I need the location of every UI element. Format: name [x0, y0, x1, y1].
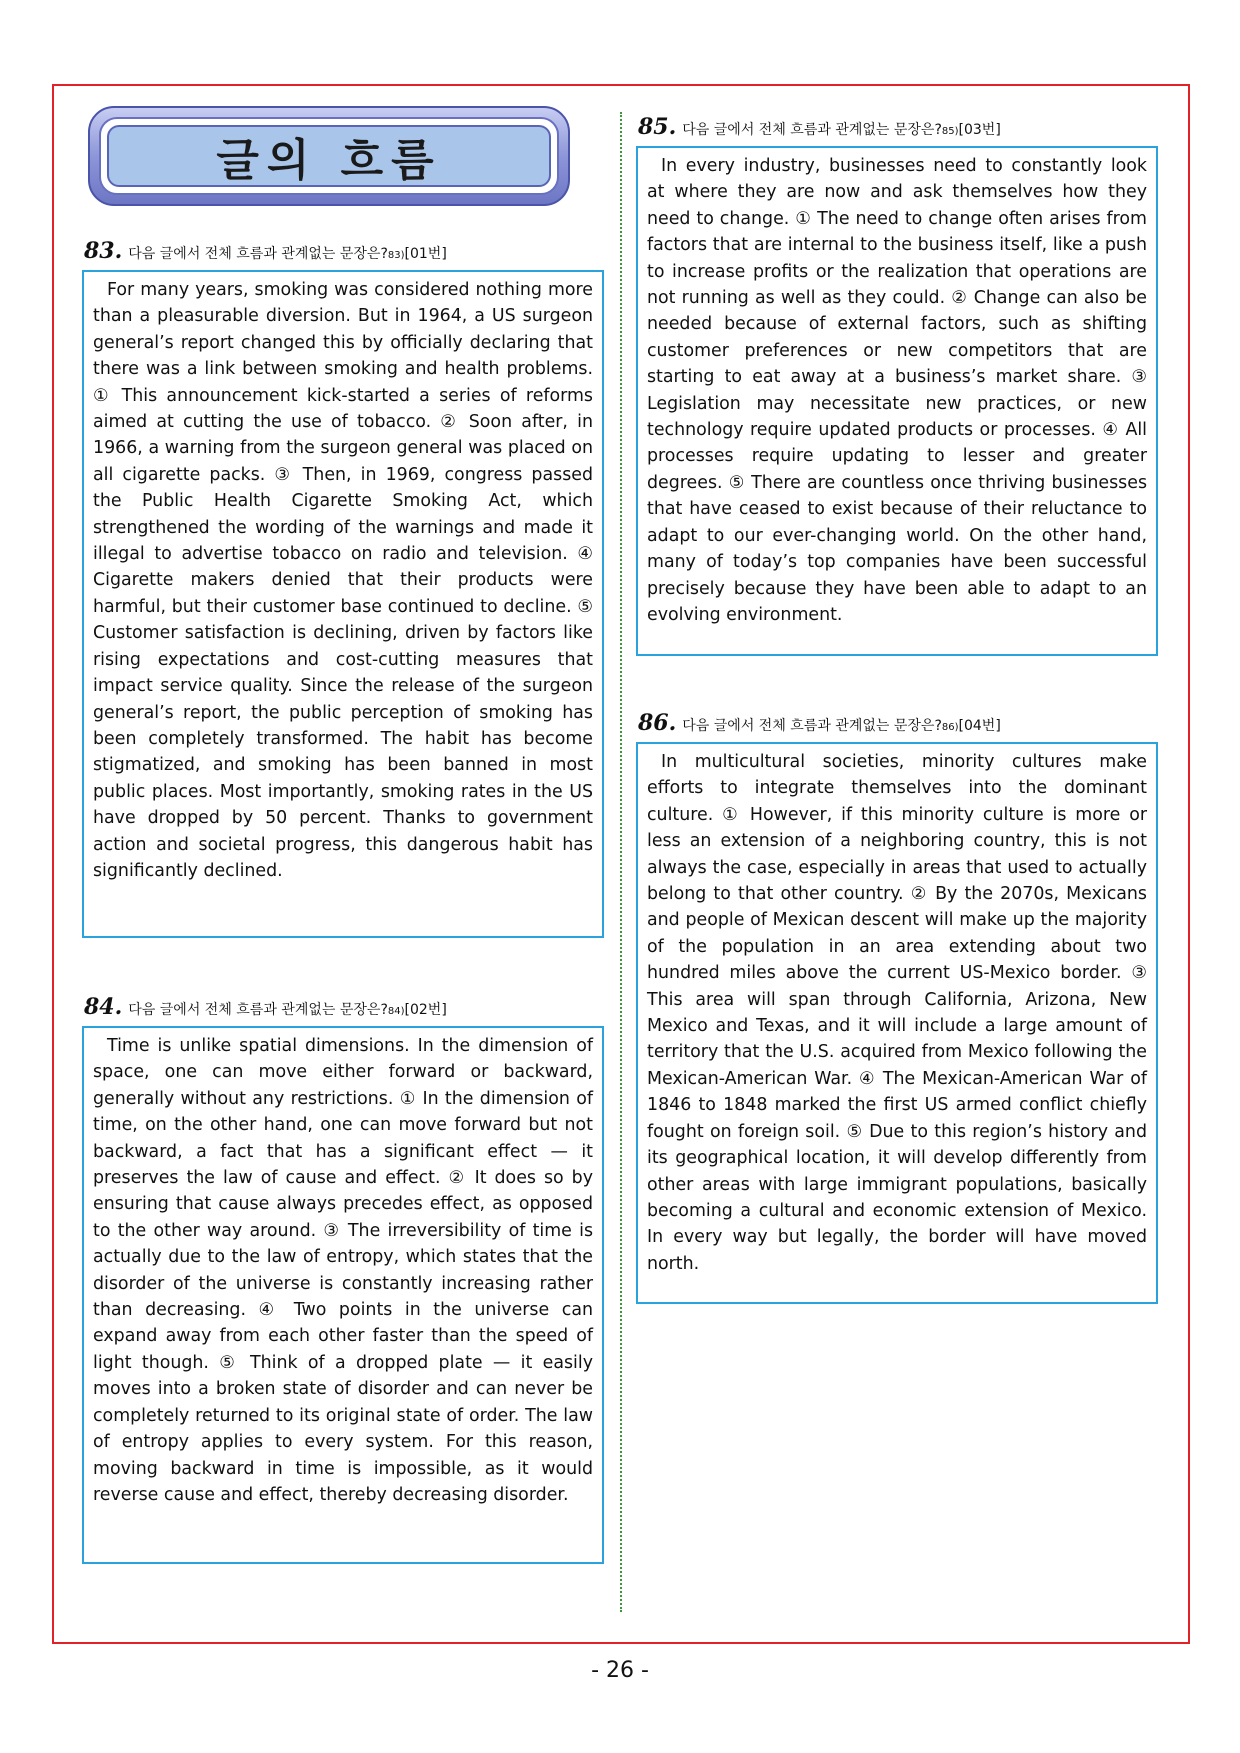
question-code: [04번]	[958, 718, 1001, 734]
question-footnote: 86)	[941, 722, 959, 733]
page-title: 글의 흐름	[216, 135, 442, 186]
passage-box-86	[636, 742, 1158, 1304]
passage-text: In multicultural societies, minority cultures make efforts to integrate themselves into the dominant culture. ① However, if this minority culture is more or less an extension of a neighboring country, this is not always the case, especially in areas that used to actually belong to that other country. ② By the 2070s, Mexicans and people of Mexican descent will make up the majority of the population in an area extending about two hundred miles above the current US-Mexico border. ③ This area will span through California, Arizona, New Mexico and Texas, and it will include a large amount of territory that the U.S. acquired from Mexico following the Mexican-American War. ④ The Mexican-American War of 1846 to 1848 marked the first US armed conflict chiefly fought on foreign soil. ⑤ Due to this region’s history and its geographical location, it will develop differently from other areas with large immigrant populations, basically becoming a cultural and economic extension of Mexico. In every way but legally, the border will have moved north.	[647, 752, 1147, 1274]
question-header-84	[84, 994, 447, 1020]
title-banner	[88, 106, 570, 206]
question-number: 84.	[84, 994, 123, 1020]
passage-text: For many years, smoking was considered nothing more than a pleasurable diversion. But in 1964, a US surgeon general’s report changed this by officially declaring that there was a link between smoking and health problems. ① This announcement kick-started a series of reforms aimed at cutting the use of tobacco. ② Soon after, in 1966, a warning from the surgeon general was placed on all cigarette packs. ③ Then, in 1969, congress passed the Public Health Cigarette Smoking Act, which strengthened the wording of the warnings and made it illegal to advertise tobacco on radio and television. ④ Cigarette makers denied that their products were harmful, but their customer base continued to decline. ⑤ Customer satisfaction is declining, driven by factors like rising expectations and cost-cutting measures that impact service quality. Since the release of the surgeon general’s report, the public perception of smoking has been completely transformed. The habit has become stigmatized, and smoking has been banned in most public places. Most importantly, smoking rates in the US have dropped by 50 percent. Thanks to government action and societal progress, this dangerous habit has significantly declined.	[93, 280, 593, 881]
question-prompt: 다음 글에서 전체 흐름과 관계없는 문장은?	[128, 1002, 388, 1018]
question-code: [03번]	[958, 122, 1001, 138]
question-prompt: 다음 글에서 전체 흐름과 관계없는 문장은?	[682, 122, 942, 138]
page-number: - 26 -	[591, 1658, 649, 1683]
question-prompt: 다음 글에서 전체 흐름과 관계없는 문장은?	[128, 246, 388, 262]
question-header-86	[638, 710, 1001, 736]
question-footnote: 85)	[941, 126, 959, 137]
question-code: [01번]	[404, 246, 447, 262]
question-prompt: 다음 글에서 전체 흐름과 관계없는 문장은?	[682, 718, 942, 734]
title-banner-frame	[99, 117, 559, 195]
question-header-83	[84, 238, 447, 264]
column-divider	[620, 112, 622, 1612]
question-number: 83.	[84, 238, 123, 264]
question-number: 85.	[638, 114, 677, 140]
passage-box-84	[82, 1026, 604, 1564]
question-number: 86.	[638, 710, 677, 736]
passage-box-85	[636, 146, 1158, 656]
question-footnote: 84)	[387, 1006, 405, 1017]
question-footnote: 83)	[387, 250, 405, 261]
passage-text: In every industry, businesses need to constantly look at where they are now and ask themselves how they need to change. ① The need to change often arises from factors that are internal to the business itself, like a push to increase profits or the realization that operations are not running as well as they could. ② Change can also be needed because of external factors, such as shifting customer preferences or new competitors that are starting to eat away at a business’s market share. ③ Legislation may necessitate new practices, or new technology require updated products or processes. ④ All processes require updating to lesser and greater degrees. ⑤ There are countless once thriving businesses that have ceased to exist because of their reluctance to adapt to our ever-changing world. On the other hand, many of today’s top companies have been successful precisely because they have been able to adapt to an evolving environment.	[647, 156, 1147, 625]
question-header-85	[638, 114, 1001, 140]
question-code: [02번]	[404, 1002, 447, 1018]
passage-text: Time is unlike spatial dimensions. In the dimension of space, one can move either forward or backward, generally without any restrictions. ① In the dimension of time, on the other hand, one can move forward but not backward, a fact that has a significant effect — it preserves the law of cause and effect. ② It does so by ensuring that cause always precedes effect, as opposed to the other way around. ③ The irreversibility of time is actually due to the law of entropy, which states that the disorder of the universe is constantly increasing rather than decreasing. ④ Two points in the universe can expand away from each other faster than the speed of light though. ⑤ Think of a dropped plate — it easily moves into a broken state of disorder and can never be completely returned to its original state of order. The law of entropy applies to every system. For this reason, moving backward in time is impossible, as it would reverse cause and effect, thereby decreasing disorder.	[93, 1036, 593, 1505]
passage-box-83	[82, 270, 604, 938]
title-banner-inner	[107, 125, 551, 187]
